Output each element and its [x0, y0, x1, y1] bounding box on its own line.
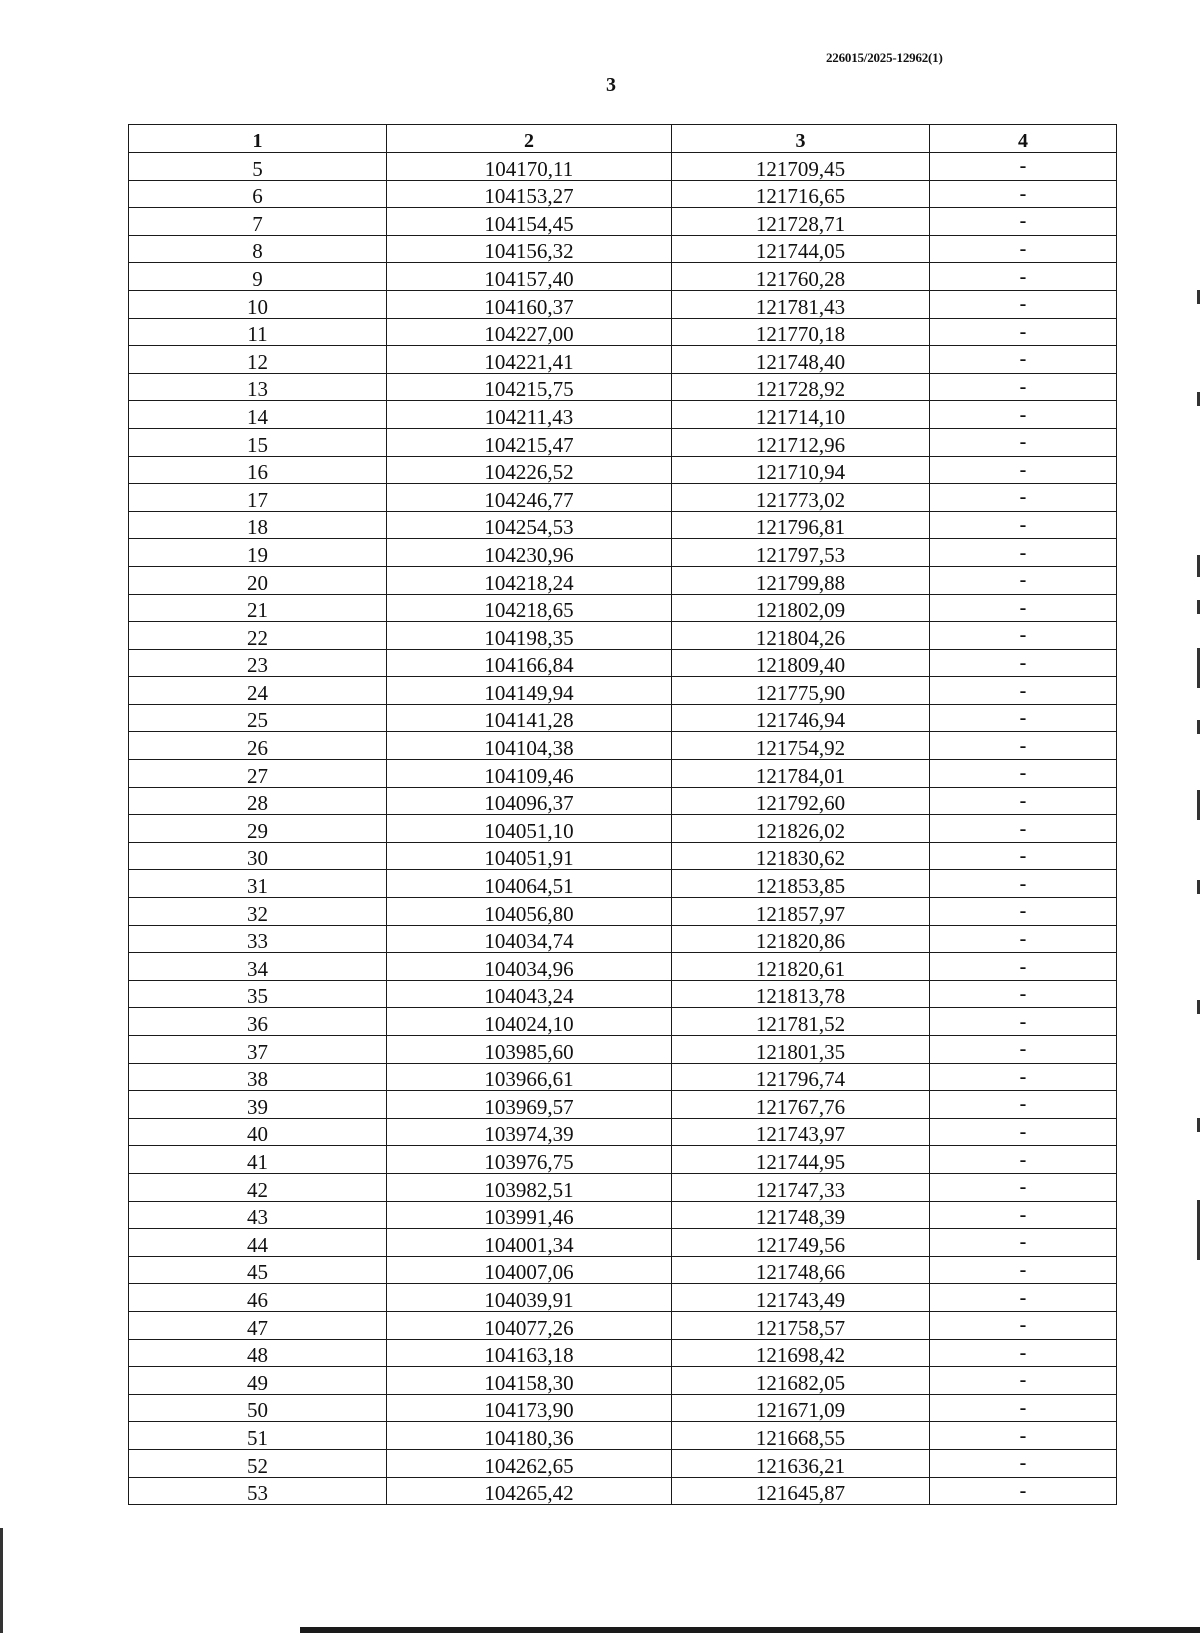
table-cell: -	[930, 346, 1117, 374]
table-cell: 121710,94	[672, 456, 930, 484]
table-cell: 104154,45	[387, 208, 672, 236]
table-row	[129, 1311, 1117, 1339]
table-cell: 12	[129, 346, 387, 374]
table-cell: 29	[129, 815, 387, 843]
table-cell: -	[930, 180, 1117, 208]
table-row	[129, 1008, 1117, 1036]
table-cell: 104262,65	[387, 1449, 672, 1477]
table-row	[129, 1477, 1117, 1505]
table-cell: 121799,88	[672, 566, 930, 594]
table-row	[129, 594, 1117, 622]
table-cell: 104180,36	[387, 1422, 672, 1450]
table-cell: 104077,26	[387, 1311, 672, 1339]
table-cell: 103985,60	[387, 1036, 672, 1064]
table-row	[129, 235, 1117, 263]
table-cell: -	[930, 677, 1117, 705]
table-cell: -	[930, 594, 1117, 622]
table-cell: 121748,39	[672, 1201, 930, 1229]
table-row	[129, 1118, 1117, 1146]
table-cell: -	[930, 1477, 1117, 1505]
table-cell: 121775,90	[672, 677, 930, 705]
table-cell: 121636,21	[672, 1449, 930, 1477]
table-cell: 44	[129, 1229, 387, 1257]
table-cell: -	[930, 235, 1117, 263]
table-row	[129, 180, 1117, 208]
table-row	[129, 1091, 1117, 1119]
table-cell: 121781,43	[672, 290, 930, 318]
table-cell: -	[930, 511, 1117, 539]
table-row	[129, 263, 1117, 291]
table-cell: -	[930, 428, 1117, 456]
table-cell: -	[930, 622, 1117, 650]
table-cell: 121743,49	[672, 1284, 930, 1312]
table-cell: 53	[129, 1477, 387, 1505]
document-id: 226015/2025-12962(1)	[826, 50, 943, 65]
table-cell: 104246,77	[387, 484, 672, 512]
table-cell: 104215,75	[387, 373, 672, 401]
table-cell: -	[930, 318, 1117, 346]
table-cell: -	[930, 1146, 1117, 1174]
table-cell: -	[930, 649, 1117, 677]
table-cell: 11	[129, 318, 387, 346]
table-cell: 20	[129, 566, 387, 594]
table-cell: 6	[129, 180, 387, 208]
table-cell: 121714,10	[672, 401, 930, 429]
table-cell: 121744,95	[672, 1146, 930, 1174]
table-cell: 104056,80	[387, 898, 672, 926]
table-cell: 104218,65	[387, 594, 672, 622]
table-cell: 26	[129, 732, 387, 760]
table-cell: -	[930, 373, 1117, 401]
table-row	[129, 787, 1117, 815]
table-cell: 121645,87	[672, 1477, 930, 1505]
table-row	[129, 1063, 1117, 1091]
table-cell: 40	[129, 1118, 387, 1146]
table-cell: -	[930, 1422, 1117, 1450]
table-row	[129, 898, 1117, 926]
table-cell: 35	[129, 980, 387, 1008]
table-cell: 121682,05	[672, 1367, 930, 1395]
table-cell: 39	[129, 1091, 387, 1119]
table-cell: 104024,10	[387, 1008, 672, 1036]
table-cell: 104265,42	[387, 1477, 672, 1505]
table-cell: 121773,02	[672, 484, 930, 512]
table-header-row	[129, 125, 1117, 153]
table-cell: 104051,10	[387, 815, 672, 843]
table-cell: 104104,38	[387, 732, 672, 760]
table-cell: -	[930, 1063, 1117, 1091]
table-cell: 34	[129, 953, 387, 981]
table-cell: -	[930, 1201, 1117, 1229]
table-cell: 104221,41	[387, 346, 672, 374]
table-cell: 19	[129, 539, 387, 567]
table-cell: 121747,33	[672, 1173, 930, 1201]
table-cell: -	[930, 208, 1117, 236]
table-cell: 104163,18	[387, 1339, 672, 1367]
table-cell: 121749,56	[672, 1229, 930, 1257]
table-cell: 121767,76	[672, 1091, 930, 1119]
table-cell: -	[930, 980, 1117, 1008]
table-cell: 17	[129, 484, 387, 512]
table-cell: -	[930, 1284, 1117, 1312]
table-row	[129, 1367, 1117, 1395]
table-cell: 104007,06	[387, 1256, 672, 1284]
table-cell: -	[930, 1449, 1117, 1477]
column-header: 1	[129, 125, 387, 153]
table-row	[129, 511, 1117, 539]
table-cell: -	[930, 401, 1117, 429]
table-cell: -	[930, 1339, 1117, 1367]
table-cell: 121728,92	[672, 373, 930, 401]
table-cell: -	[930, 842, 1117, 870]
table-row	[129, 153, 1117, 181]
table-cell: -	[930, 1367, 1117, 1395]
table-cell: 18	[129, 511, 387, 539]
table-cell: 121781,52	[672, 1008, 930, 1036]
table-cell: 104166,84	[387, 649, 672, 677]
table-row	[129, 870, 1117, 898]
table-cell: 121820,61	[672, 953, 930, 981]
table-cell: 104064,51	[387, 870, 672, 898]
table-cell: 103966,61	[387, 1063, 672, 1091]
table-row	[129, 732, 1117, 760]
table-cell: 104156,32	[387, 235, 672, 263]
table-cell: 103974,39	[387, 1118, 672, 1146]
table-row	[129, 925, 1117, 953]
table-cell: 51	[129, 1422, 387, 1450]
table-cell: 121813,78	[672, 980, 930, 1008]
table-cell: 103982,51	[387, 1173, 672, 1201]
table-cell: 104211,43	[387, 401, 672, 429]
table-cell: 7	[129, 208, 387, 236]
table-row	[129, 704, 1117, 732]
table-cell: 104039,91	[387, 1284, 672, 1312]
table-cell: 121796,74	[672, 1063, 930, 1091]
table-cell: -	[930, 815, 1117, 843]
table-cell: 104158,30	[387, 1367, 672, 1395]
table-row	[129, 842, 1117, 870]
table-cell: 104051,91	[387, 842, 672, 870]
table-cell: 103969,57	[387, 1091, 672, 1119]
table-cell: 104149,94	[387, 677, 672, 705]
table-cell: 121716,65	[672, 180, 930, 208]
table-cell: 104230,96	[387, 539, 672, 567]
table-cell: 21	[129, 594, 387, 622]
table-row	[129, 373, 1117, 401]
table-cell: 52	[129, 1449, 387, 1477]
table-cell: 37	[129, 1036, 387, 1064]
table-cell: 104043,24	[387, 980, 672, 1008]
table-cell: -	[930, 456, 1117, 484]
table-row	[129, 401, 1117, 429]
table-cell: 5	[129, 153, 387, 181]
table-cell: 104173,90	[387, 1394, 672, 1422]
table-row	[129, 208, 1117, 236]
table-cell: 46	[129, 1284, 387, 1312]
table-cell: 121746,94	[672, 704, 930, 732]
table-cell: 43	[129, 1201, 387, 1229]
table-row	[129, 1339, 1117, 1367]
table-cell: 121809,40	[672, 649, 930, 677]
table-cell: 104034,96	[387, 953, 672, 981]
table-cell: 24	[129, 677, 387, 705]
table-cell: -	[930, 870, 1117, 898]
table-cell: -	[930, 732, 1117, 760]
table-cell: 47	[129, 1311, 387, 1339]
table-cell: 32	[129, 898, 387, 926]
table-cell: 121792,60	[672, 787, 930, 815]
table-cell: 10	[129, 290, 387, 318]
table-cell: -	[930, 1008, 1117, 1036]
table-cell: -	[930, 1394, 1117, 1422]
table-cell: 22	[129, 622, 387, 650]
table-row	[129, 1173, 1117, 1201]
table-row	[129, 1449, 1117, 1477]
table-cell: -	[930, 1173, 1117, 1201]
table-cell: 104218,24	[387, 566, 672, 594]
page-number: 3	[606, 74, 616, 96]
table-cell: 121668,55	[672, 1422, 930, 1450]
table-row	[129, 1394, 1117, 1422]
table-cell: 15	[129, 428, 387, 456]
table-row	[129, 456, 1117, 484]
table-cell: 121744,05	[672, 235, 930, 263]
table-cell: 121804,26	[672, 622, 930, 650]
table-cell: -	[930, 898, 1117, 926]
table-row	[129, 1201, 1117, 1229]
table-cell: 121748,40	[672, 346, 930, 374]
table-cell: 45	[129, 1256, 387, 1284]
table-cell: 121826,02	[672, 815, 930, 843]
table-cell: 121770,18	[672, 318, 930, 346]
table-row	[129, 539, 1117, 567]
table-row	[129, 1146, 1117, 1174]
table-cell: 104170,11	[387, 153, 672, 181]
table-cell: 8	[129, 235, 387, 263]
table-cell: 50	[129, 1394, 387, 1422]
table-cell: 104001,34	[387, 1229, 672, 1257]
column-header: 4	[930, 125, 1117, 153]
table-cell: 121797,53	[672, 539, 930, 567]
table-row	[129, 1229, 1117, 1257]
table-cell: 104215,47	[387, 428, 672, 456]
table-cell: -	[930, 1229, 1117, 1257]
table-cell: 28	[129, 787, 387, 815]
table-cell: -	[930, 704, 1117, 732]
table-row	[129, 760, 1117, 788]
table-cell: 16	[129, 456, 387, 484]
table-cell: 103976,75	[387, 1146, 672, 1174]
table-cell: 41	[129, 1146, 387, 1174]
table-cell: 121830,62	[672, 842, 930, 870]
table-row	[129, 290, 1117, 318]
column-header: 3	[672, 125, 930, 153]
table-cell: -	[930, 484, 1117, 512]
table-cell: -	[930, 925, 1117, 953]
table-cell: 104254,53	[387, 511, 672, 539]
scan-edge-marks	[1196, 0, 1200, 1633]
table-cell: 121754,92	[672, 732, 930, 760]
table-row	[129, 953, 1117, 981]
table-row	[129, 980, 1117, 1008]
table-cell: 121801,35	[672, 1036, 930, 1064]
table-row	[129, 346, 1117, 374]
table-cell: 104226,52	[387, 456, 672, 484]
table-cell: 121712,96	[672, 428, 930, 456]
table-cell: 48	[129, 1339, 387, 1367]
coordinates-table	[128, 124, 1117, 1505]
table-cell: -	[930, 1256, 1117, 1284]
table-cell: 33	[129, 925, 387, 953]
table-cell: 42	[129, 1173, 387, 1201]
table-cell: 103991,46	[387, 1201, 672, 1229]
table-row	[129, 484, 1117, 512]
table-cell: 9	[129, 263, 387, 291]
table-cell: 104034,74	[387, 925, 672, 953]
table-cell: 30	[129, 842, 387, 870]
table-body	[129, 153, 1117, 1505]
table-cell: 49	[129, 1367, 387, 1395]
scan-mark	[0, 1528, 3, 1633]
table-cell: 121802,09	[672, 594, 930, 622]
table-cell: 121671,09	[672, 1394, 930, 1422]
table-cell: 104153,27	[387, 180, 672, 208]
table-row	[129, 428, 1117, 456]
table-cell: 121857,97	[672, 898, 930, 926]
table-cell: 121760,28	[672, 263, 930, 291]
table-cell: -	[930, 290, 1117, 318]
table-cell: 104157,40	[387, 263, 672, 291]
table-cell: 14	[129, 401, 387, 429]
table-cell: 121758,57	[672, 1311, 930, 1339]
table-cell: -	[930, 1036, 1117, 1064]
table-cell: 13	[129, 373, 387, 401]
table-row	[129, 815, 1117, 843]
table-cell: 36	[129, 1008, 387, 1036]
table-cell: 121743,97	[672, 1118, 930, 1146]
table-cell: 104198,35	[387, 622, 672, 650]
table-cell: -	[930, 153, 1117, 181]
table-cell: 121748,66	[672, 1256, 930, 1284]
table-cell: 104141,28	[387, 704, 672, 732]
table-row	[129, 677, 1117, 705]
table-row	[129, 1422, 1117, 1450]
table-row	[129, 1256, 1117, 1284]
scan-bottom-edge	[300, 1627, 1200, 1633]
table-cell: 121820,86	[672, 925, 930, 953]
table-row	[129, 1036, 1117, 1064]
table-cell: 121728,71	[672, 208, 930, 236]
table-cell: 121853,85	[672, 870, 930, 898]
table-cell: -	[930, 760, 1117, 788]
table-cell: 121709,45	[672, 153, 930, 181]
table-cell: 104227,00	[387, 318, 672, 346]
table-cell: 121698,42	[672, 1339, 930, 1367]
table-row	[129, 649, 1117, 677]
table-row	[129, 318, 1117, 346]
table-cell: -	[930, 1118, 1117, 1146]
table-cell: 104109,46	[387, 760, 672, 788]
table-cell: -	[930, 787, 1117, 815]
table-cell: 23	[129, 649, 387, 677]
table-cell: 27	[129, 760, 387, 788]
table-cell: -	[930, 1091, 1117, 1119]
table-cell: 104096,37	[387, 787, 672, 815]
table-cell: -	[930, 566, 1117, 594]
table-cell: -	[930, 1311, 1117, 1339]
table-row	[129, 566, 1117, 594]
table-cell: 104160,37	[387, 290, 672, 318]
table-cell: -	[930, 263, 1117, 291]
table-cell: 121796,81	[672, 511, 930, 539]
table-cell: 38	[129, 1063, 387, 1091]
table-row	[129, 1284, 1117, 1312]
table-cell: 25	[129, 704, 387, 732]
table-cell: 31	[129, 870, 387, 898]
table-cell: -	[930, 539, 1117, 567]
table-cell: -	[930, 953, 1117, 981]
table-cell: 121784,01	[672, 760, 930, 788]
column-header: 2	[387, 125, 672, 153]
table-row	[129, 622, 1117, 650]
